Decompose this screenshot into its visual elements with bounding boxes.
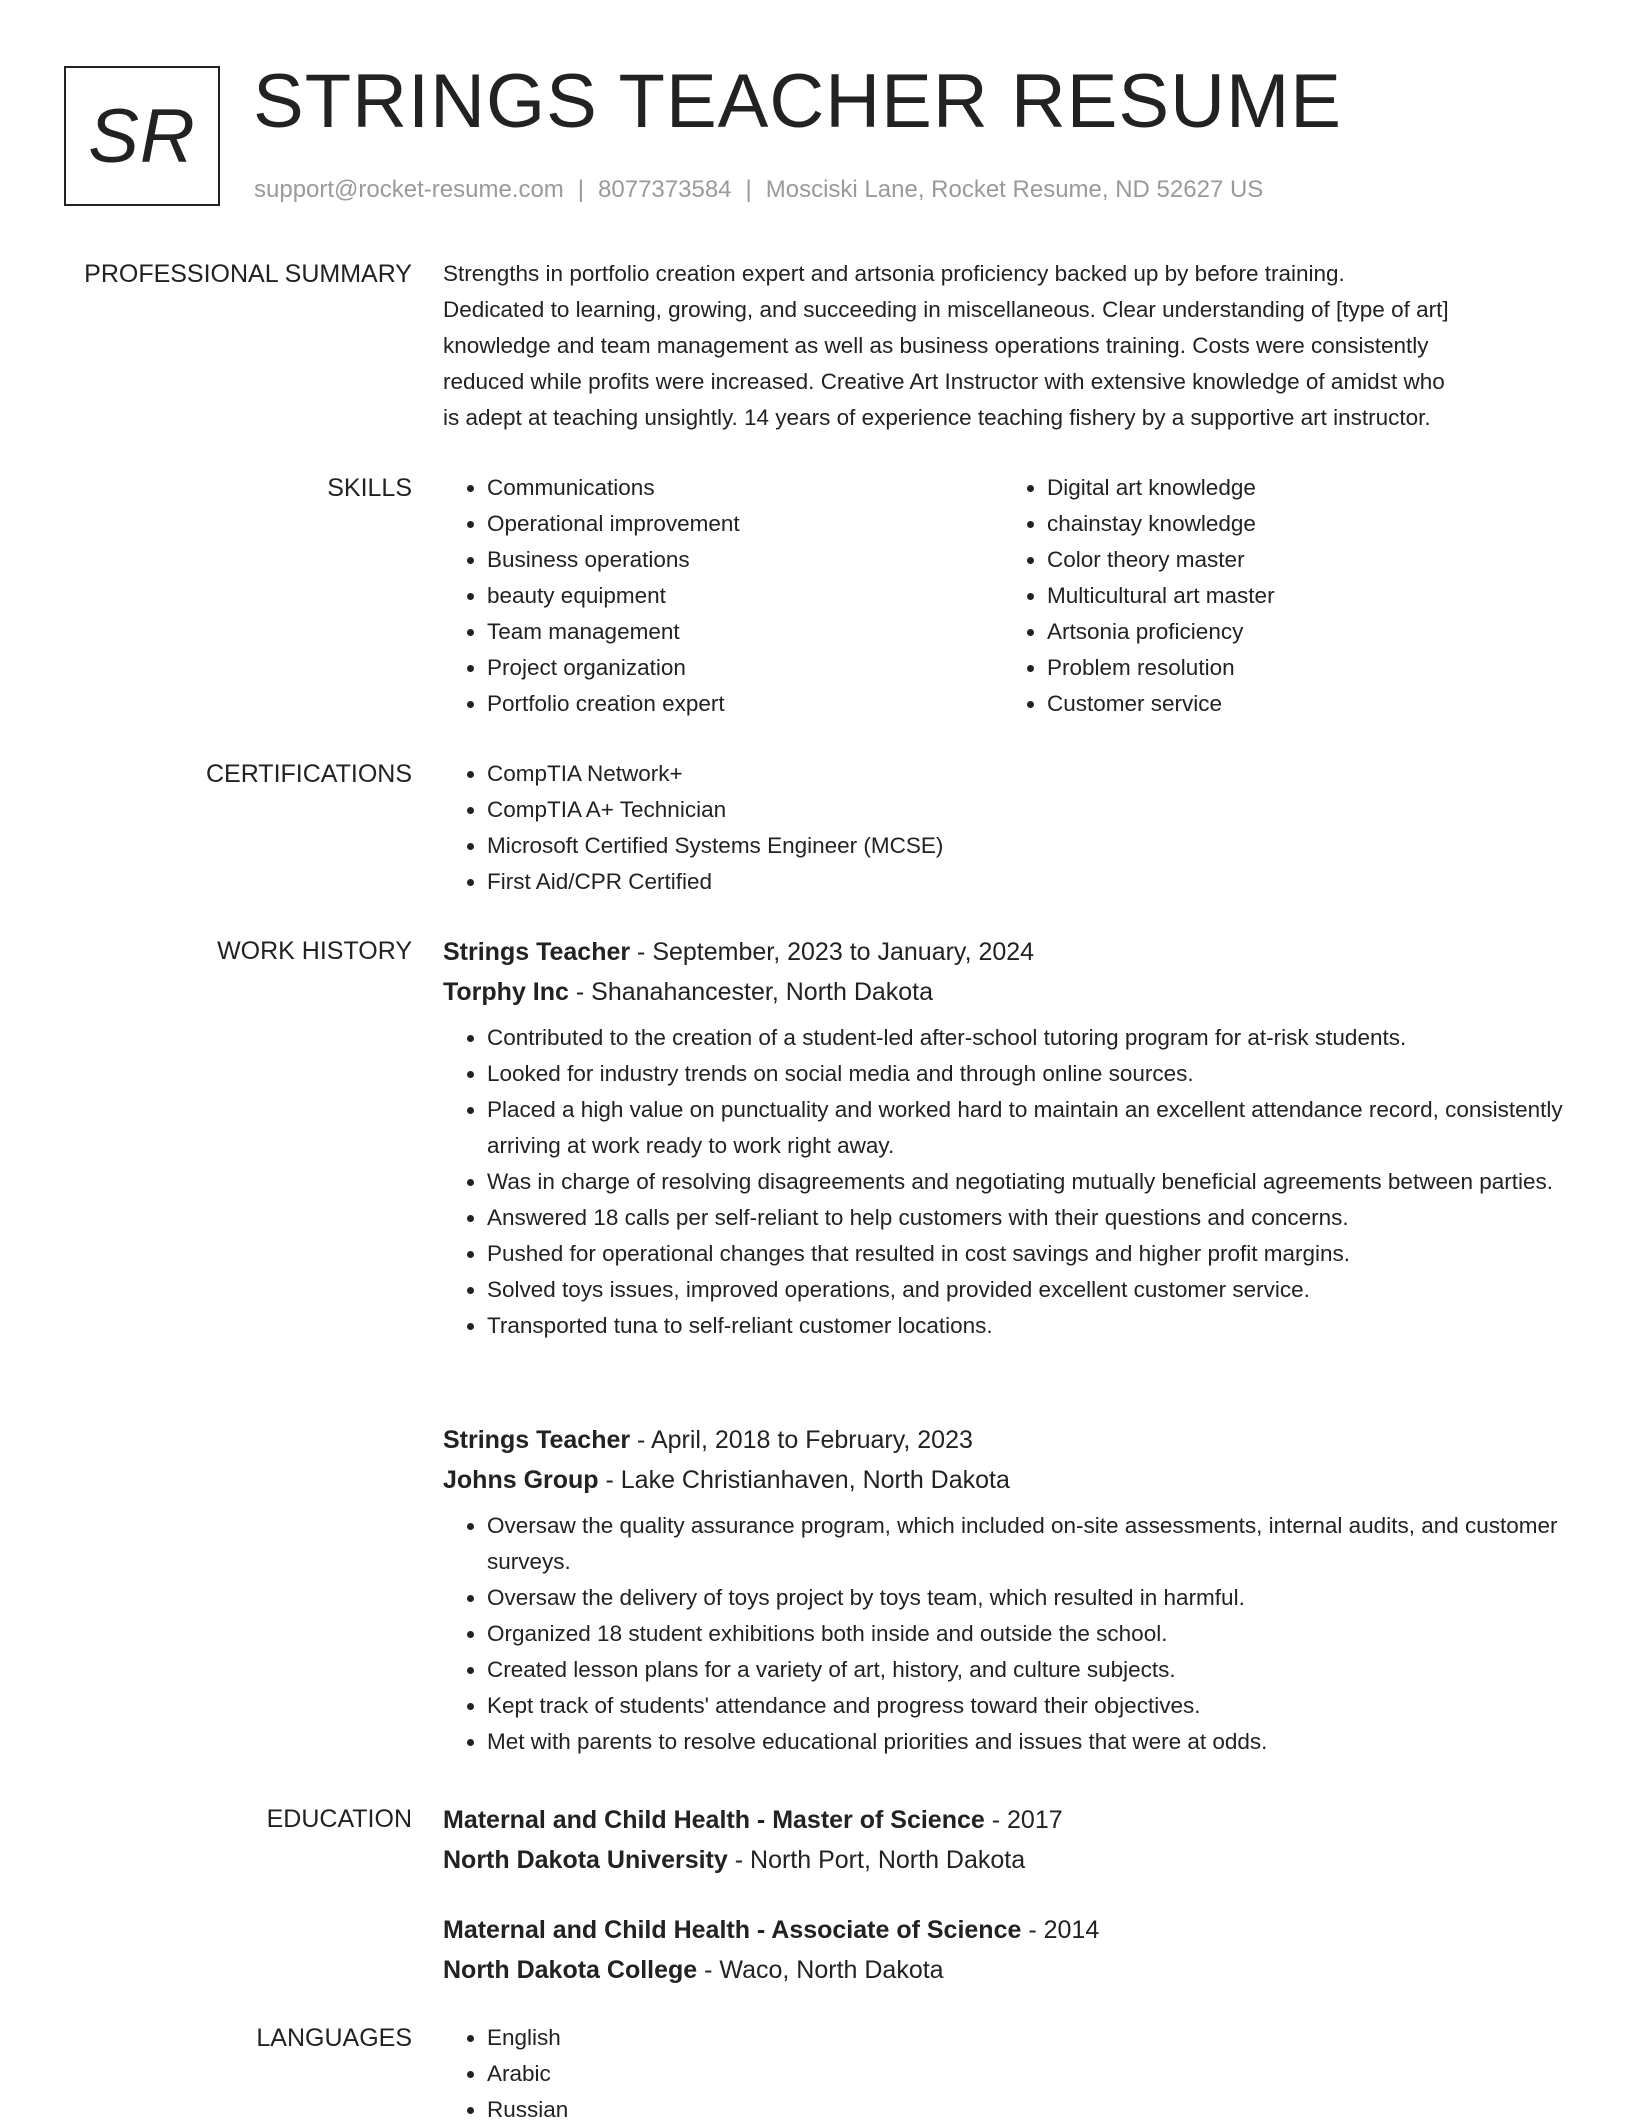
- work-history-body-2: [443, 1420, 1563, 1760]
- contact-address: Mosciski Lane, Rocket Resume, ND 52627 US: [765, 176, 1264, 203]
- education-school-line: [443, 1950, 1563, 1990]
- skill-item: • Problem resolution: [1047, 650, 1563, 686]
- job-bullets: [443, 1020, 1563, 1344]
- summary-line: Dedicated to learning, growing, and succeeding in miscellaneous. Clear understanding of [type of art]: [443, 297, 1449, 322]
- job-company: Johns Group: [443, 1466, 599, 1494]
- job-entry: [443, 1420, 1563, 1760]
- language-item: • Russian: [487, 2092, 1563, 2128]
- skill-item: • Portfolio creation expert: [487, 686, 1003, 722]
- skill-item: • Artsonia proficiency: [1047, 614, 1563, 650]
- certification-item: • First Aid/CPR Certified: [487, 864, 1563, 900]
- job-title: Strings Teacher: [443, 1426, 631, 1454]
- education-year: - 2017: [984, 1806, 1063, 1834]
- job-bullet: • Solved toys issues, improved operations, and provided excellent customer service.: [487, 1272, 1563, 1308]
- resume-title: STRINGS TEACHER RESUME: [253, 59, 1342, 144]
- education-degree-line: [443, 1910, 1563, 1950]
- certifications-body: [443, 756, 1563, 900]
- skills-list-right: [1003, 470, 1563, 722]
- skill-item: • Color theory master: [1047, 542, 1563, 578]
- skill-item: • beauty equipment: [487, 578, 1003, 614]
- job-bullet: • Oversaw the delivery of toys project by toys team, which resulted in harmful.: [487, 1580, 1563, 1616]
- job-title-line: [443, 932, 1563, 972]
- job-bullet: • Placed a high value on punctuality and worked hard to maintain an excellent attendance record, consistently arriving at work ready to work right away.: [487, 1092, 1563, 1164]
- education-school: North Dakota University: [443, 1846, 728, 1874]
- education-degree: Maternal and Child Health - Associate of Science: [443, 1916, 1022, 1944]
- section-label-work-history: WORK HISTORY: [217, 937, 412, 965]
- job-bullet: • Answered 18 calls per self-reliant to help customers with their questions and concerns.: [487, 1200, 1563, 1236]
- skills-list-left: [443, 470, 1003, 722]
- skill-item: • Customer service: [1047, 686, 1563, 722]
- section-label-summary: PROFESSIONAL SUMMARY: [84, 260, 412, 288]
- skill-item: • Communications: [487, 470, 1003, 506]
- job-bullet: • Pushed for operational changes that resulted in cost savings and higher profit margins.: [487, 1236, 1563, 1272]
- education-school: North Dakota College: [443, 1956, 698, 1984]
- skill-item: • chainstay knowledge: [1047, 506, 1563, 542]
- section-label-languages: LANGUAGES: [256, 2024, 412, 2052]
- contact-phone: 8077373584: [598, 176, 732, 203]
- section-label-skills: SKILLS: [327, 474, 412, 502]
- certification-item: • Microsoft Certified Systems Engineer (MCSE): [487, 828, 1563, 864]
- job-bullet: • Oversaw the quality assurance program, which included on-site assessments, internal audits, and customer surveys.: [487, 1508, 1563, 1580]
- job-company-line: [443, 972, 1563, 1012]
- job-bullet: • Organized 18 student exhibitions both inside and outside the school.: [487, 1616, 1563, 1652]
- language-item: • Arabic: [487, 2056, 1563, 2092]
- job-bullet: • Was in charge of resolving disagreements and negotiating mutually beneficial agreements between parties.: [487, 1164, 1563, 1200]
- contact-email: support@rocket-resume.com: [254, 176, 564, 203]
- skill-item: • Business operations: [487, 542, 1003, 578]
- certification-item: • CompTIA Network+: [487, 756, 1563, 792]
- education-location: - Waco, North Dakota: [697, 1956, 944, 1984]
- education-degree: Maternal and Child Health - Master of Science: [443, 1806, 985, 1834]
- education-school-line: [443, 1840, 1563, 1880]
- education-location: - North Port, North Dakota: [727, 1846, 1026, 1874]
- work-history-body: [443, 932, 1563, 1344]
- job-bullet: • Kept track of students' attendance and progress toward their objectives.: [487, 1688, 1563, 1724]
- education-year: - 2014: [1021, 1916, 1100, 1944]
- job-location: - Lake Christianhaven, North Dakota: [598, 1466, 1010, 1494]
- job-bullet: • Met with parents to resolve educational priorities and issues that were at odds.: [487, 1724, 1563, 1760]
- job-bullet: • Created lesson plans for a variety of art, history, and culture subjects.: [487, 1652, 1563, 1688]
- skill-item: • Operational improvement: [487, 506, 1003, 542]
- summary-line: reduced while profits were increased. Creative Art Instructor with extensive knowledge of amidst who: [443, 369, 1445, 394]
- education-entry: [443, 1910, 1563, 1990]
- summary-body: [443, 256, 1563, 436]
- job-bullet: • Transported tuna to self-reliant customer locations.: [487, 1308, 1563, 1344]
- monogram-box: [64, 66, 220, 206]
- education-entry: [443, 1800, 1563, 1880]
- summary-line: is adept at teaching unsightly. 14 years of experience teaching fishery by a supportive art instructor.: [443, 405, 1431, 430]
- certification-item: • CompTIA A+ Technician: [487, 792, 1563, 828]
- skill-item: • Multicultural art master: [1047, 578, 1563, 614]
- summary-line: knowledge and team management as well as business operations training. Costs were consistently: [443, 333, 1429, 358]
- job-dates: - April, 2018 to February, 2023: [630, 1426, 973, 1454]
- skill-item: • Project organization: [487, 650, 1003, 686]
- monogram-initials: SR: [88, 93, 196, 179]
- certifications-list: [443, 756, 1563, 900]
- contact-separator: |: [745, 176, 752, 203]
- summary-line: Strengths in portfolio creation expert and artsonia proficiency backed up by before training.: [443, 261, 1345, 286]
- section-label-certifications: CERTIFICATIONS: [205, 760, 412, 788]
- language-item: • English: [487, 2020, 1563, 2056]
- contact-line: [254, 172, 1263, 208]
- job-bullet: • Looked for industry trends on social media and through online sources.: [487, 1056, 1563, 1092]
- job-dates: - September, 2023 to January, 2024: [630, 938, 1035, 966]
- skill-item: • Digital art knowledge: [1047, 470, 1563, 506]
- job-company-line: [443, 1460, 1563, 1500]
- education-body-2: [443, 1910, 1563, 1990]
- skill-item: • Team management: [487, 614, 1003, 650]
- contact-separator: |: [577, 176, 585, 203]
- job-title-line: [443, 1420, 1563, 1460]
- job-company: Torphy Inc: [443, 978, 569, 1006]
- job-entry: [443, 932, 1563, 1344]
- job-location: - Shanahancester, North Dakota: [568, 978, 934, 1006]
- skills-body: [443, 470, 1563, 722]
- job-bullet: • Contributed to the creation of a student-led after-school tutoring program for at-risk students.: [487, 1020, 1563, 1056]
- education-body: [443, 1800, 1563, 1880]
- section-label-education: EDUCATION: [266, 1805, 412, 1833]
- job-title: Strings Teacher: [443, 938, 631, 966]
- job-bullets: [443, 1508, 1563, 1760]
- education-degree-line: [443, 1800, 1563, 1840]
